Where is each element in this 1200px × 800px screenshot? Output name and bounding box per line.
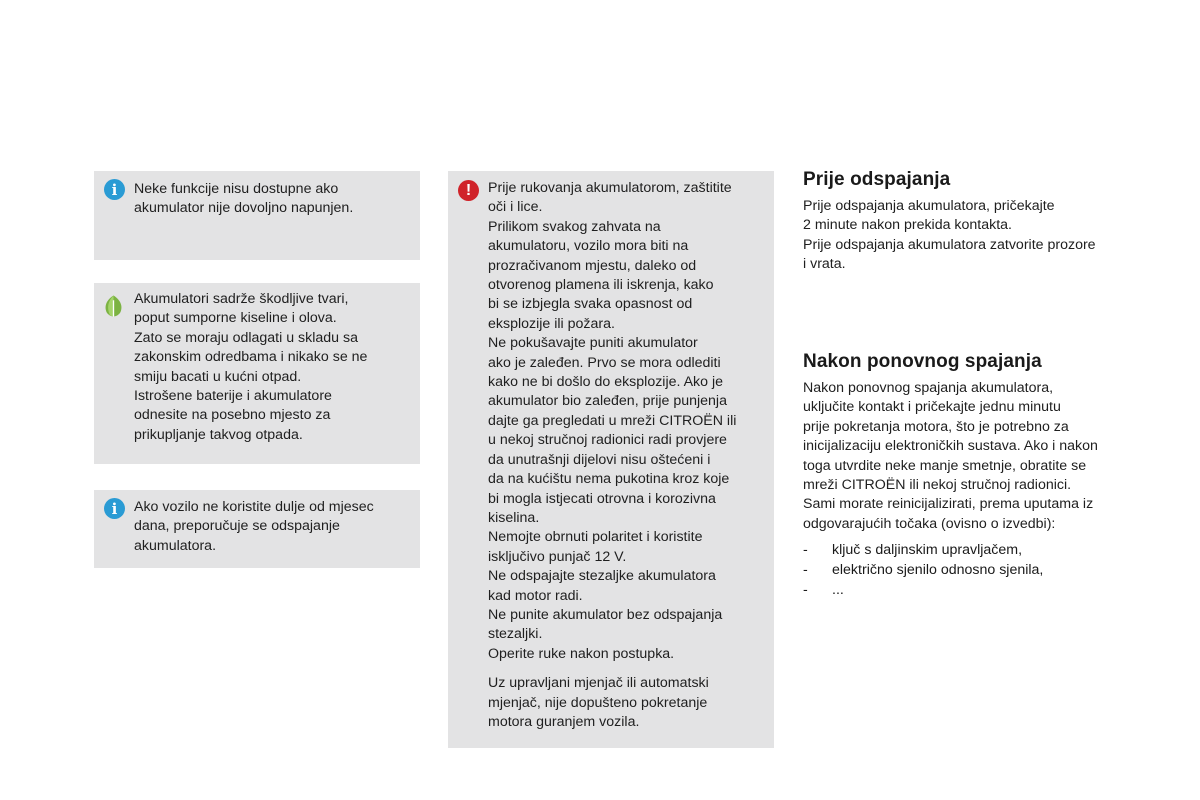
- text-line: Neke funkcije nisu dostupne ako: [134, 181, 339, 197]
- text-line: u nekoj stručnoj radionici radi provjere: [488, 432, 727, 449]
- list-item-text: ...: [832, 582, 844, 598]
- text-line: Istrošene baterije i akumulatore: [134, 388, 332, 405]
- warning-icon: !: [458, 180, 479, 201]
- section-title-after-reconnecting: Nakon ponovnog spajanja: [803, 351, 1042, 372]
- text-line: poput sumporne kiseline i olova.: [134, 310, 337, 327]
- text-line: bi se izbjegla svaka opasnost od: [488, 296, 693, 313]
- list-dash: -: [803, 562, 808, 578]
- text-line: Zato se moraju odlagati u skladu sa: [134, 329, 358, 346]
- text-line: stezaljki.: [488, 626, 543, 643]
- text-line: odgovarajućih točaka (ovisno o izvedbi):: [803, 515, 1056, 532]
- text-line: odnesite na posebno mjesto za: [134, 407, 331, 424]
- text-line: Ne pokušavajte puniti akumulator: [488, 335, 698, 352]
- eco-note-text: [134, 290, 367, 445]
- text-line: inicijalizaciju elektroničkih sustava. Ako i nakon: [803, 438, 1098, 455]
- info-note-battery-charge: [94, 171, 420, 260]
- info-icon: i: [104, 498, 125, 519]
- warning-note-text: [488, 179, 736, 732]
- text-line: Prije odspajanja akumulatora, pričekajte: [803, 198, 1055, 214]
- text-line: prije pokretanja motora, što je potrebno za: [803, 418, 1069, 435]
- warning-note-battery-handling: [448, 171, 774, 748]
- text-line: Nakon ponovnog spajanja akumulatora,: [803, 380, 1054, 396]
- text-line: da unutrašnji dijelovi nisu oštećeni i: [488, 451, 711, 468]
- list-dash: -: [803, 582, 808, 598]
- text-line: Prije rukovanja akumulatorom, zaštitite: [488, 180, 732, 196]
- text-line: ako je zaleđen. Prvo se mora odlediti: [488, 354, 721, 371]
- info-note-text: [134, 180, 353, 219]
- text-line: da na kućištu nema pukotina kroz koje: [488, 471, 730, 488]
- text-line: dana, preporučuje se odspajanje: [134, 518, 340, 535]
- text-line: Sami morate reinicijalizirati, prema uputama iz: [803, 496, 1094, 513]
- text-line: zakonskim odredbama i nikako se ne: [134, 349, 368, 366]
- text-line: kako ne bi došlo do eksplozije. Ako je: [488, 374, 724, 391]
- text-line: akumulator nije dovoljno napunjen.: [134, 200, 354, 217]
- text-line: uključite kontakt i pričekajte jednu minutu: [803, 399, 1061, 416]
- list-item-text: ključ s daljinskim upravljačem,: [832, 542, 1023, 558]
- info-icon: i: [104, 179, 125, 200]
- list-item-text: električno sjenilo odnosno sjenila,: [832, 562, 1044, 578]
- text-line: isključivo punjač 12 V.: [488, 548, 627, 565]
- text-line: otvorenog plamena ili iskrenja, kako: [488, 277, 714, 294]
- text-line: motora guranjem vozila.: [488, 713, 640, 730]
- text-line: eksplozije ili požara.: [488, 315, 615, 332]
- text-line: Akumulatori sadrže škodljive tvari,: [134, 291, 349, 307]
- info-note-text: [134, 498, 374, 556]
- reinit-list: [803, 540, 1143, 600]
- list-item: [803, 560, 1143, 580]
- text-line: kad motor radi.: [488, 587, 583, 604]
- text-line: toga utvrdite neke manje smetnje, obratite se: [803, 457, 1087, 474]
- paragraph-gap: [488, 664, 736, 674]
- text-line: oči i lice.: [488, 199, 543, 216]
- text-line: mreži CITROËN ili nekoj stručnoj radionici.: [803, 477, 1072, 494]
- text-line: prozračivanom mjestu, daleko od: [488, 257, 697, 274]
- text-line: akumulatora.: [134, 537, 217, 554]
- text-line: Ne odspajajte stezaljke akumulatora: [488, 568, 716, 585]
- text-line: Uz upravljani mjenjač ili automatski: [488, 675, 709, 692]
- section-text-before-disconnecting: [803, 197, 1143, 275]
- text-line: Prije odspajanja akumulatora zatvorite prozore: [803, 236, 1096, 253]
- text-line: Ne punite akumulator bez odspajanja: [488, 606, 723, 623]
- text-line: dajte ga pregledati u mreži CITROËN ili: [488, 412, 737, 429]
- text-line: kiselina.: [488, 509, 540, 526]
- text-line: akumulatoru, vozilo mora biti na: [488, 238, 689, 255]
- text-line: Ako vozilo ne koristite dulje od mjesec: [134, 499, 374, 515]
- info-note-long-parking: [94, 490, 420, 568]
- text-line: Operite ruke nakon postupka.: [488, 645, 675, 662]
- text-line: Nemojte obrnuti polaritet i koristite: [488, 529, 703, 546]
- list-item: [803, 540, 1143, 560]
- text-line: prikupljanje takvog otpada.: [134, 426, 303, 443]
- leaf-icon: [103, 295, 124, 316]
- text-line: mjenjač, nije dopušteno pokretanje: [488, 694, 708, 711]
- text-line: akumulator bio zaleđen, prije punjenja: [488, 393, 727, 410]
- section-text-after-reconnecting: [803, 379, 1143, 534]
- section-title-before-disconnecting: Prije odspajanja: [803, 169, 951, 190]
- list-item: [803, 580, 1143, 600]
- text-line: bi mogla istjecati otrovna i korozivna: [488, 490, 716, 507]
- text-line: Prilikom svakog zahvata na: [488, 218, 661, 235]
- list-dash: -: [803, 542, 808, 558]
- text-line: smiju bacati u kućni otpad.: [134, 368, 302, 385]
- text-line: i vrata.: [803, 256, 846, 273]
- eco-note-battery-disposal: [94, 283, 420, 464]
- text-line: 2 minute nakon prekida kontakta.: [803, 217, 1013, 234]
